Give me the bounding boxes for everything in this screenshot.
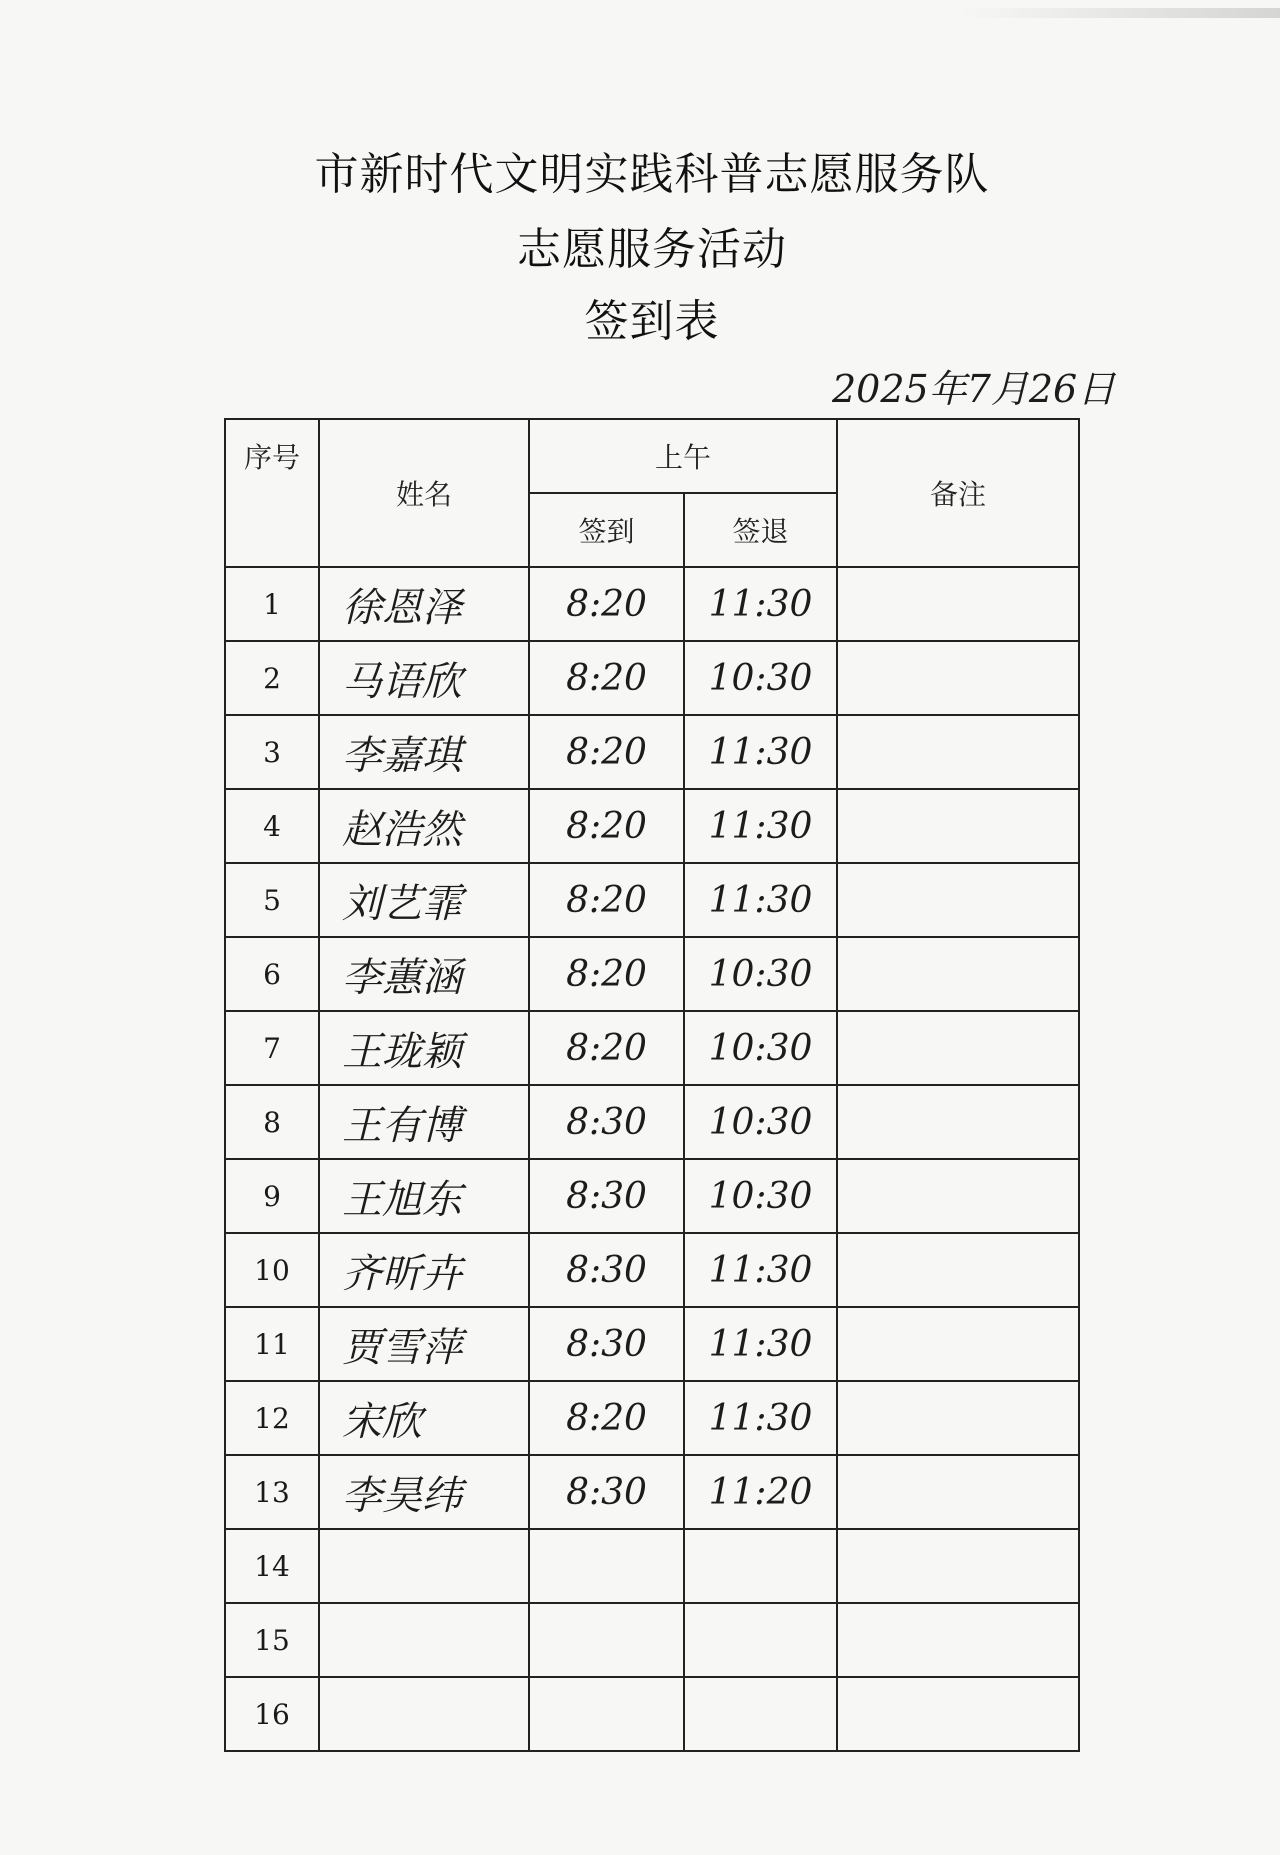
row-seq: 6 [225, 937, 319, 1011]
scan-edge-shadow [960, 8, 1280, 18]
table-row [225, 1381, 1079, 1455]
row-sign-in: 8:20 [529, 567, 684, 641]
row-sign-out: 11:30 [684, 1307, 837, 1381]
row-remark [837, 1455, 1079, 1529]
row-sign-in: 8:30 [529, 1233, 684, 1307]
row-sign-out: 11:30 [684, 789, 837, 863]
row-name: 李蕙涵 [319, 937, 529, 1011]
row-sign-out: 10:30 [684, 1011, 837, 1085]
row-sign-in [529, 1677, 684, 1751]
header-sign-out: 签退 [684, 493, 837, 567]
row-remark [837, 1085, 1079, 1159]
row-remark [837, 715, 1079, 789]
row-sign-in: 8:20 [529, 715, 684, 789]
row-name [319, 1529, 529, 1603]
row-seq: 15 [225, 1603, 319, 1677]
row-sign-in: 8:30 [529, 1307, 684, 1381]
header-sign-in: 签到 [529, 493, 684, 567]
title-sheet: 签到表 [584, 296, 720, 347]
row-sign-out: 11:30 [684, 863, 837, 937]
row-sign-out: 10:30 [684, 641, 837, 715]
row-remark [837, 1603, 1079, 1677]
row-remark [837, 789, 1079, 863]
header-seq: 序号 [225, 419, 319, 567]
date-handwritten: 2025年7月26日 [832, 367, 1116, 411]
table-row [225, 1011, 1079, 1085]
table-row [225, 567, 1079, 641]
row-seq: 9 [225, 1159, 319, 1233]
row-seq: 3 [225, 715, 319, 789]
row-sign-out: 11:30 [684, 567, 837, 641]
row-sign-out: 11:30 [684, 1233, 837, 1307]
row-remark [837, 1307, 1079, 1381]
row-sign-in: 8:20 [529, 1011, 684, 1085]
row-sign-out: 11:30 [684, 1381, 837, 1455]
row-name: 赵浩然 [319, 789, 529, 863]
row-remark [837, 567, 1079, 641]
row-name: 齐昕卉 [319, 1233, 529, 1307]
row-sign-in: 8:20 [529, 789, 684, 863]
row-sign-out: 10:30 [684, 1159, 837, 1233]
row-seq: 13 [225, 1455, 319, 1529]
row-seq: 1 [225, 567, 319, 641]
row-seq: 7 [225, 1011, 319, 1085]
row-name: 王有博 [319, 1085, 529, 1159]
row-sign-out: 11:20 [684, 1455, 837, 1529]
row-remark [837, 641, 1079, 715]
row-remark [837, 863, 1079, 937]
row-sign-in: 8:30 [529, 1159, 684, 1233]
row-name: 李嘉琪 [319, 715, 529, 789]
row-sign-in [529, 1529, 684, 1603]
row-name: 李昊纬 [319, 1455, 529, 1529]
row-sign-out: 10:30 [684, 937, 837, 1011]
row-sign-in [529, 1603, 684, 1677]
row-name: 王珑颖 [319, 1011, 529, 1085]
table-row [225, 1307, 1079, 1381]
header-remark: 备注 [837, 419, 1079, 567]
row-remark [837, 1529, 1079, 1603]
row-remark [837, 937, 1079, 1011]
row-name: 马语欣 [319, 641, 529, 715]
row-seq: 10 [225, 1233, 319, 1307]
row-remark [837, 1233, 1079, 1307]
row-sign-out [684, 1529, 837, 1603]
table-row [225, 789, 1079, 863]
row-sign-out [684, 1677, 837, 1751]
row-name: 王旭东 [319, 1159, 529, 1233]
row-name: 刘艺霏 [319, 863, 529, 937]
signin-table [224, 418, 1080, 1752]
table-row [225, 1529, 1079, 1603]
row-seq: 8 [225, 1085, 319, 1159]
row-name [319, 1603, 529, 1677]
row-seq: 16 [225, 1677, 319, 1751]
table-row [225, 863, 1079, 937]
row-sign-out: 10:30 [684, 1085, 837, 1159]
row-name: 徐恩泽 [319, 567, 529, 641]
title-organization: 市新时代文明实践科普志愿服务队 [314, 149, 990, 200]
table-row [225, 1085, 1079, 1159]
table-row [225, 937, 1079, 1011]
row-sign-out: 11:30 [684, 715, 837, 789]
table-row [225, 1603, 1079, 1677]
table-row [225, 1159, 1079, 1233]
row-sign-in: 8:20 [529, 1381, 684, 1455]
row-seq: 2 [225, 641, 319, 715]
row-seq: 11 [225, 1307, 319, 1381]
row-sign-in: 8:20 [529, 863, 684, 937]
header-name: 姓名 [319, 419, 529, 567]
row-seq: 14 [225, 1529, 319, 1603]
row-sign-in: 8:30 [529, 1455, 684, 1529]
row-seq: 4 [225, 789, 319, 863]
table-row [225, 1233, 1079, 1307]
row-name [319, 1677, 529, 1751]
row-name: 贾雪萍 [319, 1307, 529, 1381]
table-row [225, 1677, 1079, 1751]
table-body [225, 567, 1079, 1751]
header-morning: 上午 [529, 419, 837, 493]
row-seq: 12 [225, 1381, 319, 1455]
table-row [225, 641, 1079, 715]
row-remark [837, 1011, 1079, 1085]
row-remark [837, 1677, 1079, 1751]
row-remark [837, 1159, 1079, 1233]
table-row [225, 1455, 1079, 1529]
row-sign-in: 8:30 [529, 1085, 684, 1159]
row-remark [837, 1381, 1079, 1455]
row-name: 宋欣 [319, 1381, 529, 1455]
row-sign-in: 8:20 [529, 641, 684, 715]
row-sign-in: 8:20 [529, 937, 684, 1011]
title-activity: 志愿服务活动 [517, 224, 787, 275]
row-sign-out [684, 1603, 837, 1677]
row-seq: 5 [225, 863, 319, 937]
table-row [225, 715, 1079, 789]
